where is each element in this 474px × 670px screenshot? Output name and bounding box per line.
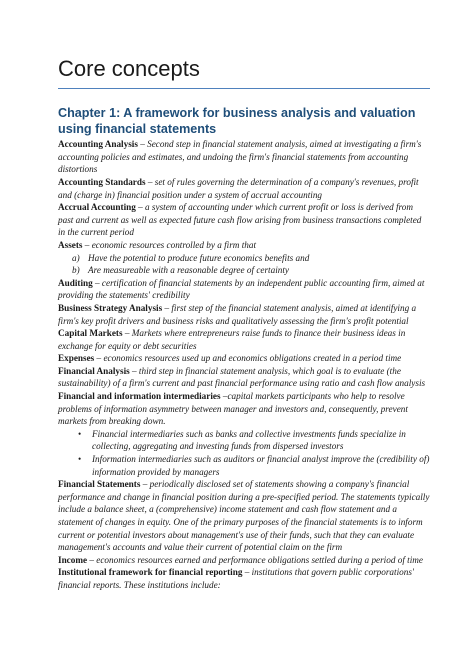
glossary-entries <box>58 138 430 591</box>
title-underline <box>58 88 430 89</box>
list-item-text: Financial intermediaries such as banks and collective investments funds specialize in collecting, aggregating and investing funds from dispersed investors <box>92 428 406 452</box>
glossary-entry <box>58 277 430 302</box>
glossary-term: Accounting Analysis <box>58 139 138 150</box>
glossary-definition: –capital markets participants who help to resolve problems of information asymmetry between manager and investors and, consequently, prevent markets from breaking down. <box>58 391 408 427</box>
glossary-entry <box>58 176 430 201</box>
chapter-heading: Chapter 1: A framework for business analysis and valuation using financial statements <box>58 106 416 136</box>
list-item-text: Are measureable with a reasonable degree of certainty <box>88 265 289 276</box>
glossary-definition: – periodically disclosed set of statements showing a company's financial performance and change in financial position during a pre-specified period. The statements typically include a balance sheet, a (comprehensive) income statement and cash flow statement and a statement of changes in equity. One of the primary purposes of the financial statements is to inform current or potential investors about management's use of their funds, such that they can evaluate management's accounts and value their current of potential claim on the firm <box>58 479 430 553</box>
glossary-definition: – economic resources controlled by a firm that <box>82 239 257 250</box>
list-item <box>58 453 430 478</box>
list-item-text: Have the potential to produce future economics benefits and <box>88 252 310 263</box>
glossary-definition: – economics resources earned and performance obligations settled during a period of time <box>87 554 423 565</box>
glossary-definition: – third step in financial statement analysis, which goal is to evaluate (the sustainability) of a firm's current and past financial performance using ratio and cash flow analysis <box>58 365 426 389</box>
glossary-term: Business Strategy Analysis <box>58 302 163 313</box>
glossary-entry <box>58 239 430 252</box>
list-item-text: Information intermediaries such as auditors or financial analyst improve the (credibility of) information provided by managers <box>92 454 430 477</box>
glossary-definition: – a system of accounting under which current profit or loss is derived from past and current as well as expected future cash flow arising from business transactions completed in the current period <box>58 202 422 238</box>
glossary-entry <box>58 478 430 554</box>
glossary-term: Financial and information intermediaries <box>58 391 221 402</box>
glossary-entry <box>58 201 430 239</box>
glossary-entry <box>58 302 430 327</box>
list-item <box>58 264 430 277</box>
glossary-entry <box>58 138 430 176</box>
glossary-entry <box>58 566 430 591</box>
glossary-definition: – Second step in financial statement analysis, aimed at investigating a firm's accounting policies and estimates, and undoing the firm's financial statements from accounting distortions <box>58 139 422 175</box>
glossary-term: Auditing <box>58 277 93 288</box>
glossary-term: Assets <box>58 239 83 250</box>
glossary-definition: – institutions that govern public corporations' financial reports. These institutions include: <box>58 567 414 590</box>
bullet-list <box>58 428 430 478</box>
bullet-icon: • <box>78 454 82 465</box>
bullet-icon: • <box>78 428 82 439</box>
glossary-term: Institutional framework for financial reporting <box>58 567 243 578</box>
lettered-list <box>58 252 430 277</box>
glossary-entry <box>58 554 430 567</box>
glossary-entry <box>58 390 430 428</box>
glossary-term: Expenses <box>58 353 95 364</box>
list-item <box>58 428 430 453</box>
glossary-definition: – first step of the financial statement analysis, aimed at identifying a firm's key profit drivers and business risks and qualitatively assessing the firm's profit potential <box>58 302 417 326</box>
list-item <box>58 252 430 265</box>
glossary-term: Financial Analysis <box>58 365 130 376</box>
glossary-term: Capital Markets <box>58 328 123 339</box>
page-title: Core concepts <box>58 56 200 81</box>
glossary-definition: – certification of financial statements by an independent public accounting firm, aimed at providing the statements' credibility <box>58 277 425 301</box>
list-letter: b) <box>72 265 80 276</box>
glossary-definition: – set of rules governing the determination of a company's revenues, profit and (charge in) financial position under a system of accrual accounting <box>58 176 419 200</box>
list-letter: a) <box>72 252 80 263</box>
glossary-term: Accounting Standards <box>58 176 146 187</box>
glossary-term: Accrual Accounting <box>58 202 136 213</box>
glossary-entry <box>58 327 430 352</box>
glossary-definition: – Markets where entrepreneurs raise funds to finance their business ideas in exchange for equity or debt securities <box>58 328 406 351</box>
glossary-term: Financial Statements <box>58 479 141 490</box>
glossary-definition: – economics resources used up and economics obligations created in a period time <box>94 353 402 364</box>
glossary-term: Income <box>58 554 88 565</box>
glossary-entry <box>58 352 430 365</box>
glossary-entry <box>58 365 430 390</box>
